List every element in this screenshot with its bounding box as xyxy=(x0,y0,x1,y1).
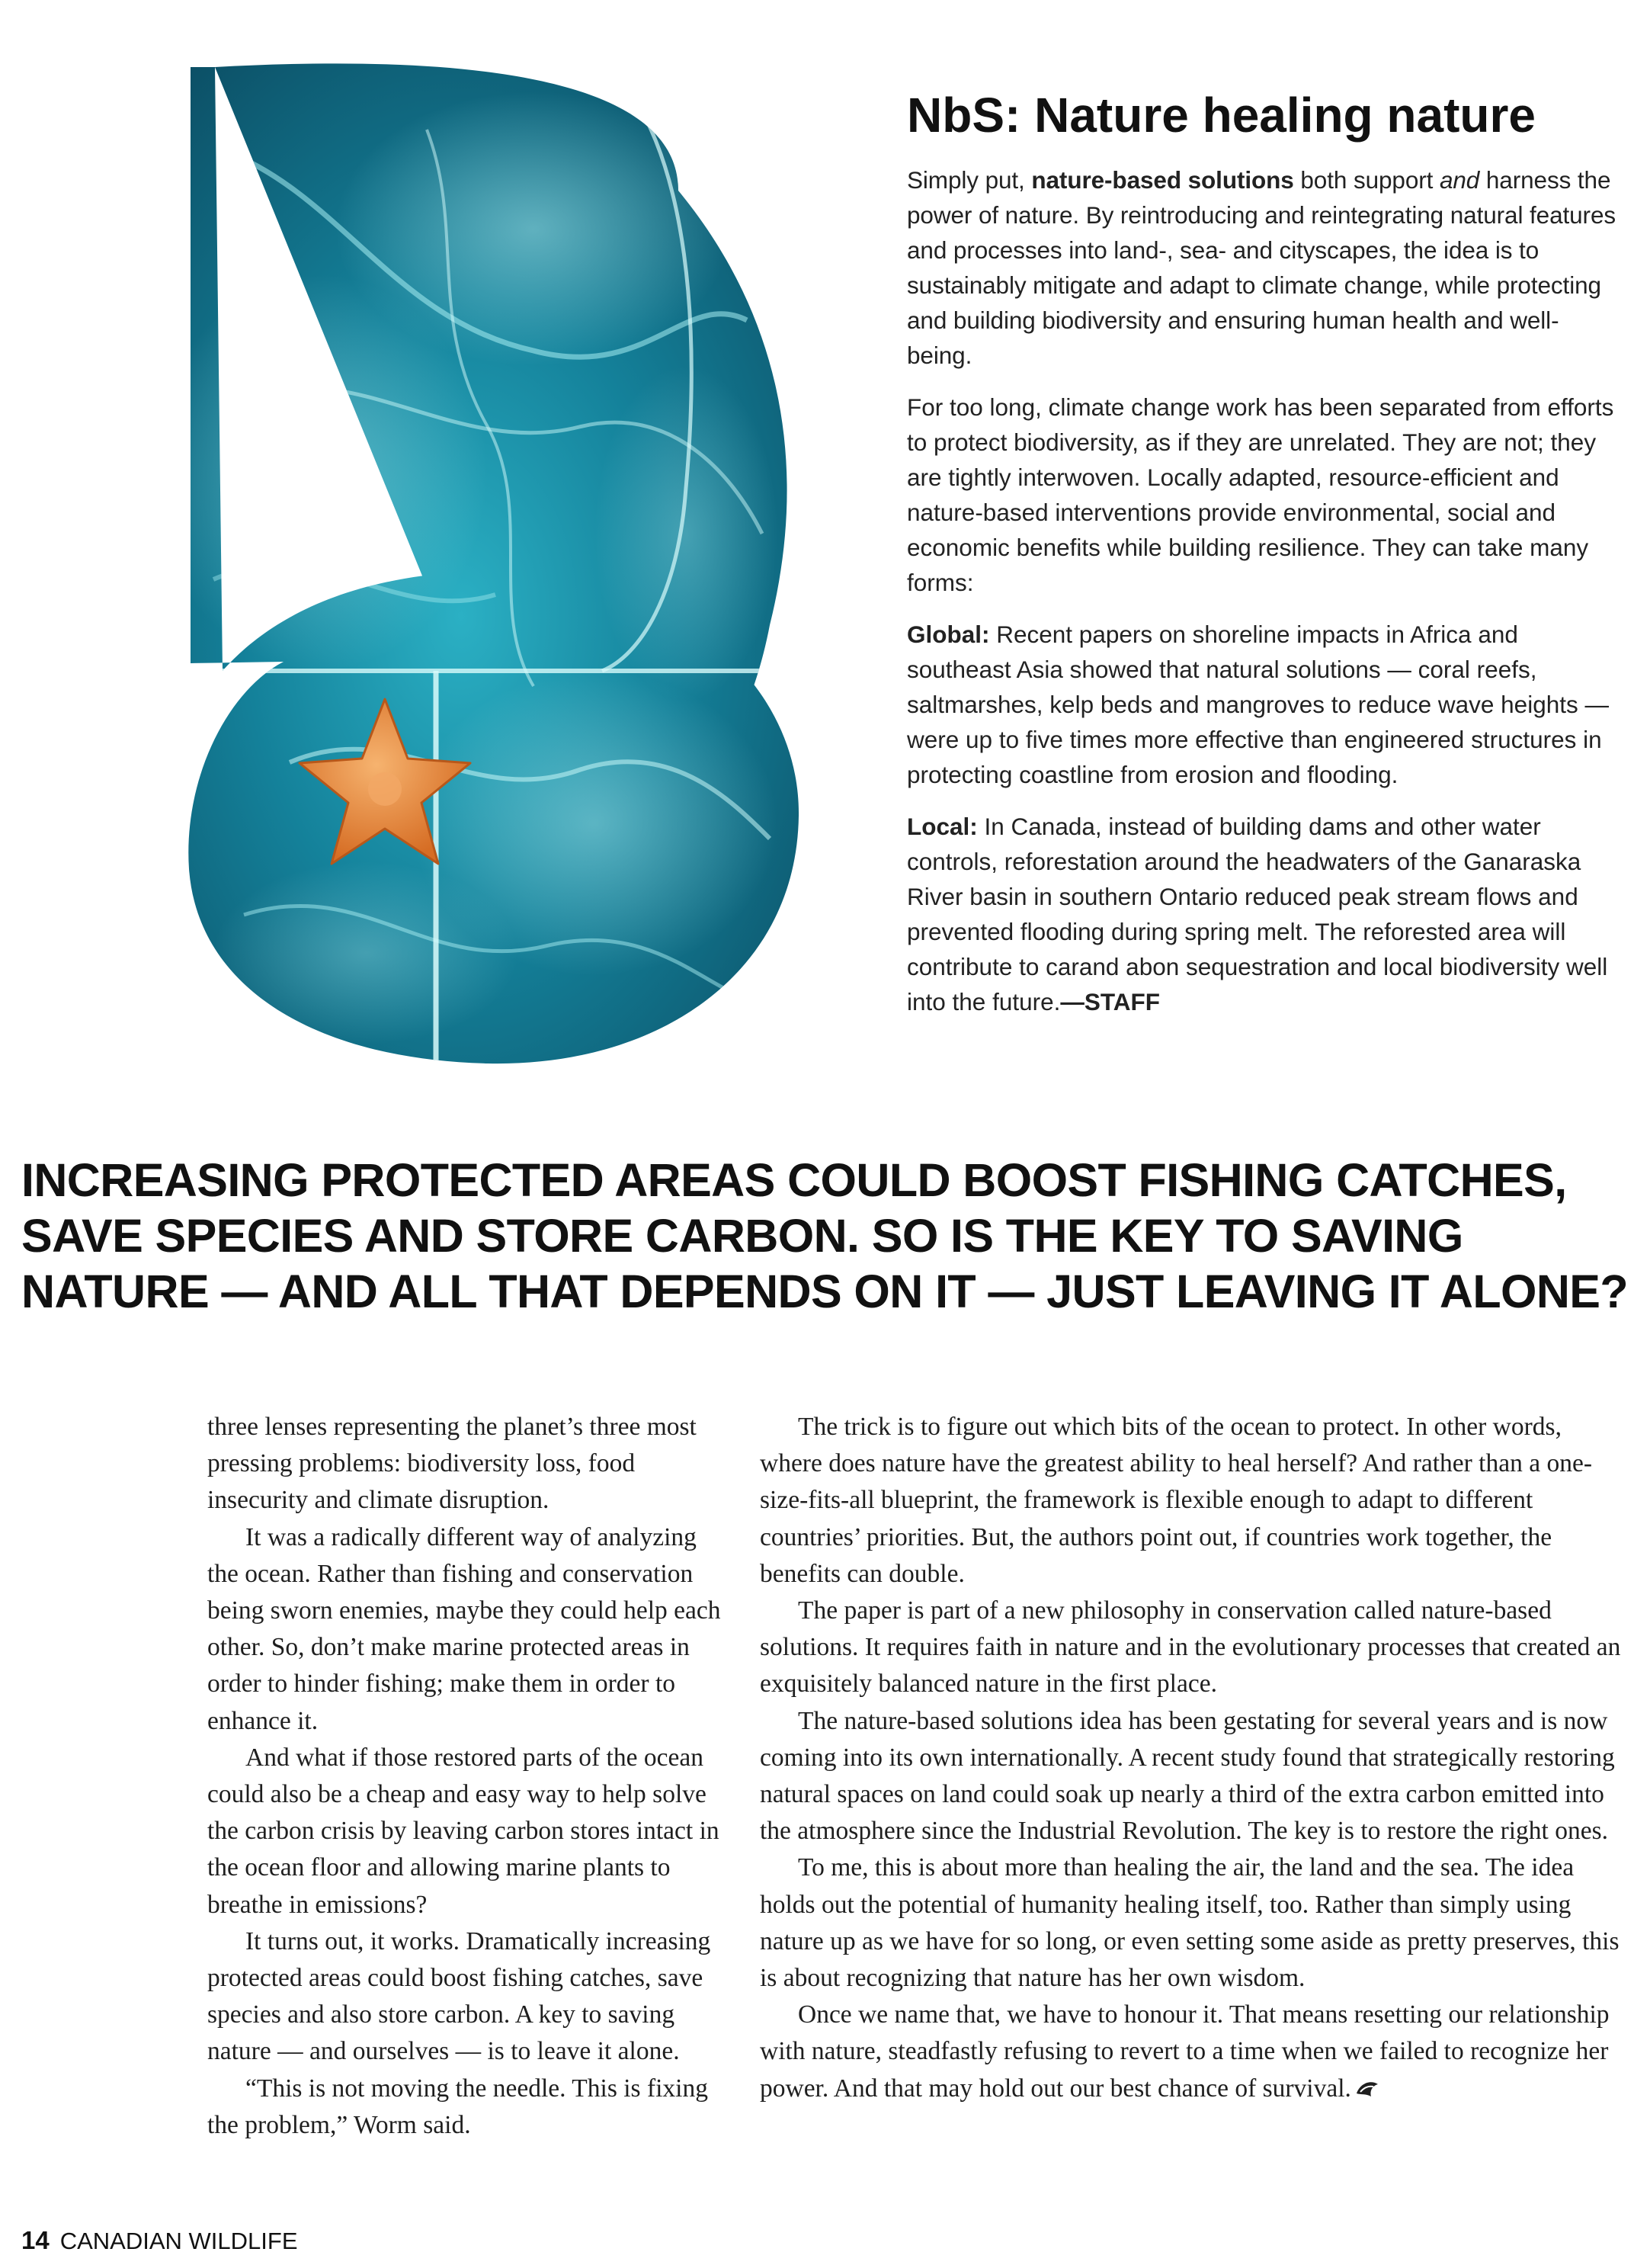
sidebar-local: Local: In Canada, instead of building dams and other water controls, reforestation around the headwaters of the Ganaraska River basin in southern Ontario reduced peak stream flows and prevented flooding during spring melt. The reforested area will contribute to carand abon sequestration and local biodiversity well into the future.—STAFF xyxy=(907,813,1608,1016)
body-paragraph: And what if those restored parts of the ocean could also be a cheap and easy way to help solve the carbon crisis by leaving carbon stores intact in the ocean floor and allowing marine plants to breathe in emissions? xyxy=(207,1743,719,1919)
body-column-left xyxy=(207,1409,729,2144)
page-number: 14 xyxy=(21,2226,50,2254)
body-paragraph: “This is not moving the needle. This is fixing the problem,” Worm said. xyxy=(207,2074,708,2139)
page-footer xyxy=(21,2226,298,2255)
sidebar-article xyxy=(907,90,1623,1036)
sidebar-global: Global: Recent papers on shoreline impacts in Africa and southeast Asia showed that natural solutions — coral reefs, saltmarshes, kelp beds and mangroves to reduce wave heights — were up to five times more effective than engineered structures in protecting coastline from erosion and flooding. xyxy=(907,621,1609,789)
sidebar-byline: —STAFF xyxy=(1060,988,1161,1016)
body-paragraph: The trick is to figure out which bits of the ocean to protect. In other words, where does nature have the greatest ability to heal herself? And rather than a one-size-fits-all blueprint, the framework is flexible enough to adapt to different countries’ priorities. But, the authors point out, if countries work together, the benefits can double. xyxy=(760,1413,1593,1588)
body-paragraph: It was a radically different way of analyzing the ocean. Rather than fishing and conservation being sworn enemies, maybe they could help each other. So, don’t make marine protected areas in order to hinder fishing; make them in order to enhance it. xyxy=(207,1522,721,1735)
body-paragraph: It turns out, it works. Dramatically increasing protected areas could boost fishing catches, save species and also store carbon. A key to saving nature — and ourselves — is to leave it alone. xyxy=(207,1926,711,2066)
body-paragraph: three lenses representing the planet’s three most pressing problems: biodiversity loss, food insecurity and climate disruption. xyxy=(207,1413,697,1515)
article-headline: INCREASING PROTECTED AREAS COULD BOOST FISHING CATCHES, SAVE SPECIES AND STORE CARBON. SO IS THE KEY TO SAVING NATURE — AND ALL THAT DEPENDS ON IT — JUST LEAVING IT ALONE? xyxy=(21,1154,1629,1317)
body-column-right xyxy=(760,1409,1629,2107)
publication-name: CANADIAN WILDLIFE xyxy=(59,2228,298,2254)
body-paragraph: The paper is part of a new philosophy in conservation called nature-based solutions. It requires faith in nature and in the evolutionary processes that created an exquisitely balanced nature in the first place. xyxy=(760,1596,1621,1699)
sidebar-paragraph: For too long, climate change work has been separated from efforts to protect biodiversity, as if they are unrelated. They are not; they are tightly interwoven. Locally adapted, resource-efficient and nature-based interventions provide environmental, social and economic benefits while building resilience. They can take many forms: xyxy=(907,393,1614,597)
body-paragraph: The nature-based solutions idea has been gestating for several years and is now coming into its own internationally. A recent study found that strategically restoring natural spaces on land could soak up nearly a third of the extra carbon emitted into the atmosphere since the Industrial Revolution. The key is to restore the right ones. xyxy=(760,1706,1615,1846)
body-paragraph-last: Once we name that, we have to honour it. That means resetting our relationship with nature, steadfastly refusing to revert to a time when we failed to recognize her power. And that may hold out our best chance of survival. xyxy=(760,2000,1610,2103)
body-paragraph: To me, this is about more than healing the air, the land and the sea. The idea holds out the potential of humanity healing itself, too. Rather than simply using nature up as we have for so long, or even setting some aside as pretty preserves, this is about recognizing that nature has her own wisdom. xyxy=(760,1853,1620,1993)
sidebar-intro: Simply put, nature-based solutions both support and harness the power of nature. By reintroducing and reintegrating natural features and processes into land-, sea- and cityscapes, the idea is to sustainably mitigate and adapt to climate change, while protecting and building biodiversity and ensuring human health and well-being. xyxy=(907,166,1616,370)
end-mark-icon xyxy=(1354,2077,1380,2100)
sidebar-title: NbS: Nature healing nature xyxy=(907,88,1536,143)
